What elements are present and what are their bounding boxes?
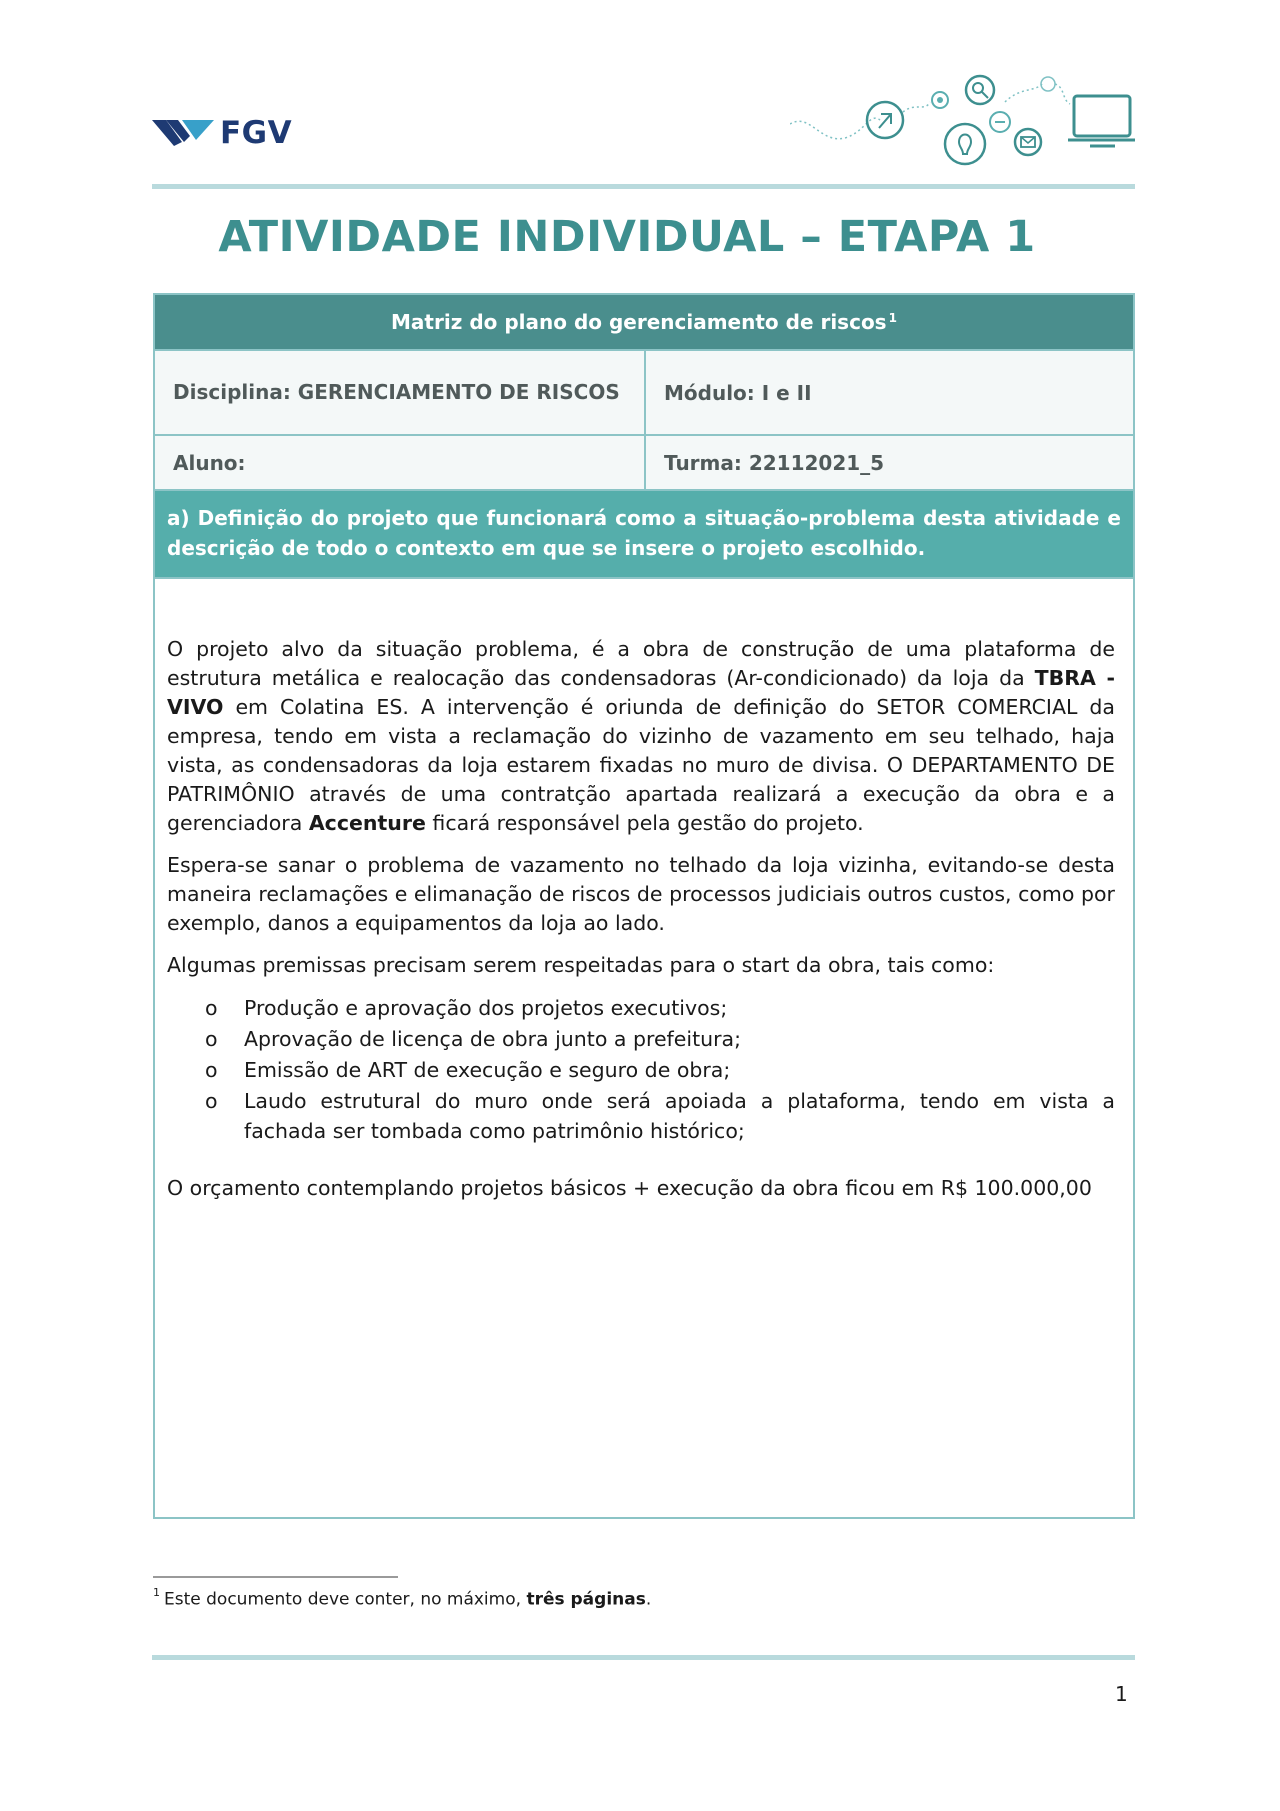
page-number: 1 [1115,1682,1128,1706]
turma-cell [646,436,1133,489]
table-question-row [155,491,1133,579]
list-item-text: Emissão de ART de execução e seguro de obra; [244,1058,731,1082]
list-item-text: Laudo estrutural do muro onde será apoiada a plataforma, tendo em vista a fachada ser tombada como patrimônio histórico; [244,1089,1115,1143]
table-heading-row [155,295,1133,351]
footnote-ref: 1 [888,311,897,325]
paragraph-1-part-c: ficará responsável pela gestão do projeto. [425,811,864,835]
footnote-number: 1 [153,1586,160,1599]
list-item-text: Aprovação de licença de obra junto a prefeitura; [244,1027,742,1051]
footnote-divider [153,1576,398,1578]
footnote [153,1588,651,1610]
manager-name: Accenture [308,811,426,835]
table-content-row [155,579,1133,1517]
bullet-marker: o [205,1027,218,1051]
table-row-aluno [155,436,1133,491]
paragraph-1-part-a: O projeto alvo da situação problema, é a obra de construção de uma plataforma de estrutura metálica e realocação das condensadoras (Ar-condicionado) da loja da [167,637,1115,690]
paragraph-1 [167,635,1115,838]
table-heading-text: Matriz do plano do gerenciamento de riscos [391,310,887,334]
budget-paragraph: O orçamento contemplando projetos básicos + execução da obra ficou em R$ 100.000,00 [167,1176,1092,1200]
list-item [167,1055,1115,1085]
paragraph-2: Espera-se sanar o problema de vazamento no telhado da loja vizinha, evitando-se desta maneira reclamações e elimanação de riscos de processos judiciais outros custos, como por exemplo, danos a equipamentos da loja ao lado. [167,853,1115,935]
aluno-label: Aluno: [173,450,246,475]
bullet-marker: o [205,1089,218,1113]
modulo-cell [646,351,1133,434]
disciplina-cell [155,351,646,434]
company-name: TBRA - VIVO [167,666,1116,719]
fgv-logo [152,117,292,149]
header-divider [152,184,1135,189]
fgv-logo-mark-icon [152,118,216,148]
paragraph-3: Algumas premissas precisam serem respeitadas para o start da obra, tais como: [167,953,995,977]
risk-matrix-table [153,293,1135,1519]
list-item [167,1086,1115,1146]
table-heading [155,295,1133,349]
premises-list [167,993,1115,1146]
paragraph-1-part-b: em Colatina ES. A intervenção é oriunda de definição do SETOR COMERCIAL da empresa, tendo em vista a reclamação do vizinho de vazamento em seu telhado, haja vista, as condensadoras da loja estarem fixadas no muro de divisa. O DEPARTAMENTO DE PATRIMÔNIO através de uma contratção apartada realizará a execução da obra e a gerenciadora [167,695,1115,835]
question-text: a) Definição do projeto que funcionará como a situação-problema desta atividade e descrição de todo o contexto em que se insere o projeto escolhido. [155,491,1133,577]
footnote-text-a: Este documento deve conter, no máximo, [164,1589,527,1610]
list-item [167,993,1115,1023]
footnote-text-bold: três páginas [526,1589,646,1610]
list-item [167,1024,1115,1054]
footer-divider [152,1655,1135,1660]
list-item-text: Produção e aprovação dos projetos executivos; [244,996,728,1020]
turma-label: Turma: 22112021_5 [664,450,885,475]
aluno-cell [155,436,646,489]
bullet-marker: o [205,1058,218,1082]
table-row-disciplina [155,351,1133,436]
logo-text: FGV [220,115,293,151]
bullet-marker: o [205,996,218,1020]
header-decoration-icons [790,72,1135,172]
modulo-label: Módulo: I e II [664,380,812,405]
page-title: ATIVIDADE INDIVIDUAL – ETAPA 1 [218,212,1036,262]
footnote-text-b: . [645,1589,652,1610]
disciplina-label: Disciplina: GERENCIAMENTO DE RISCOS [173,380,620,404]
answer-content [155,579,1133,1517]
